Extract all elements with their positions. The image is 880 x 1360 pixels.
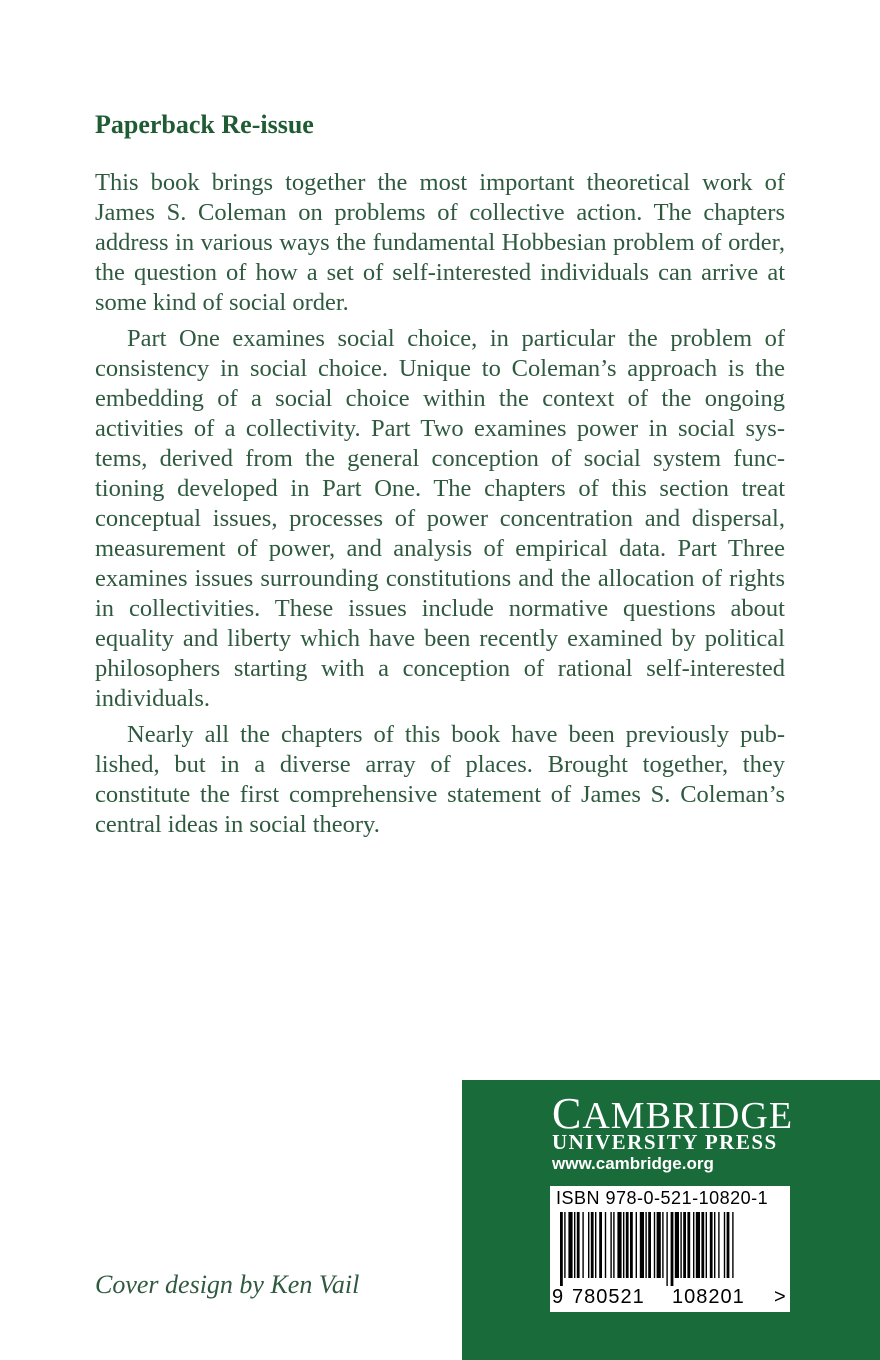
barcode-bar <box>613 1212 614 1278</box>
barcode-bar <box>714 1212 715 1278</box>
barcode-bar <box>623 1212 624 1278</box>
barcode-bar <box>568 1212 572 1278</box>
paragraph-3: Nearly all the chapters of this book have been previously published, but in a diverse array of places. Brought together, they constitute the first comprehensive statement of James S. Coleman’s central ideas in social theory. <box>95 721 785 838</box>
barcode-bar <box>645 1212 646 1278</box>
barcode-bar <box>610 1212 611 1278</box>
barcode-bar <box>666 1212 667 1286</box>
barcode-bar <box>605 1212 606 1278</box>
barcode-bar <box>680 1212 681 1278</box>
barcode-digit-first: 9 <box>552 1286 565 1308</box>
heading: Paperback Re-issue <box>95 110 314 139</box>
barcode-bar <box>574 1212 575 1278</box>
barcode-bar <box>683 1212 686 1278</box>
barcode-bar <box>706 1212 707 1278</box>
barcode-bar <box>591 1212 594 1278</box>
barcode-bar <box>687 1212 690 1278</box>
barcode-bar <box>671 1212 674 1286</box>
cover-credit: Cover design by Ken Vail <box>95 1270 360 1299</box>
paragraph-1: This book brings together the most important theoretical work of James S. Coleman on problems of collective action. The chapters address in various ways the fundamental Hobbesian problem of order, the question of how a set of self-interested individuals can arrive at some kind of social order. <box>95 169 785 316</box>
barcode-bar <box>560 1212 563 1286</box>
barcode-bar <box>710 1212 713 1278</box>
barcode-bar <box>662 1212 663 1278</box>
barcode-bar <box>718 1212 719 1278</box>
barcode-bar <box>654 1212 655 1278</box>
barcode-bar <box>675 1212 679 1278</box>
barcode-bar <box>599 1212 602 1278</box>
barcode-bar <box>657 1212 661 1278</box>
barcode-bar <box>577 1212 580 1278</box>
publisher-name-initial: C <box>552 1089 583 1138</box>
paragraph-2: Part One examines social choice, in particular the problem of consistency in social choice. Unique to Coleman’s approach is the embedding of a social choice within the context of the ongoing activities of a collectivity. Part Two examines power in social systems, derived from the general conception of social system functioning developed in Part One. The chapters of this section treat conceptual issues, processes of power concentration and dispersal, measurement of power, and analysis of empirical data. Part Three examines issues surrounding constitutions and the allocation of rights in collectivities. These issues include normative questions about equality and liberty which have been recently examined by political philosophers starting with a conception of rational self-interested individuals. <box>95 325 785 712</box>
publisher-subtitle: UNIVERSITY PRESS <box>552 1130 778 1154</box>
barcode-bar <box>617 1212 621 1278</box>
barcode-bar <box>724 1212 725 1278</box>
barcode-bar <box>636 1212 637 1278</box>
publisher-name-rest: AMBRIDGE <box>582 1095 794 1137</box>
barcode-icon <box>556 1212 784 1286</box>
barcode-bar <box>588 1212 589 1278</box>
publisher-url[interactable]: www.cambridge.org <box>552 1154 714 1173</box>
barcode-bar <box>640 1212 644 1278</box>
barcode-bar <box>626 1212 629 1278</box>
barcode-bar <box>727 1212 730 1278</box>
barcode-digits-group1: 780521 <box>572 1286 645 1308</box>
blurb-text <box>95 168 785 840</box>
barcode-bar <box>693 1212 694 1278</box>
barcode-bar <box>595 1212 596 1278</box>
barcode-arrow: > <box>774 1286 787 1308</box>
barcode-bar <box>648 1212 651 1278</box>
barcode-bar <box>732 1212 733 1278</box>
barcode-panel <box>550 1186 790 1312</box>
barcode-digits-group2: 108201 <box>672 1286 745 1308</box>
barcode-bar <box>582 1212 583 1278</box>
barcode-bar <box>696 1212 700 1278</box>
barcode-bar <box>701 1212 704 1278</box>
isbn-label: ISBN 978-0-521-10820-1 <box>556 1188 769 1208</box>
barcode-bar <box>630 1212 633 1278</box>
barcode-bar <box>564 1212 565 1278</box>
publisher-panel <box>462 1080 880 1360</box>
